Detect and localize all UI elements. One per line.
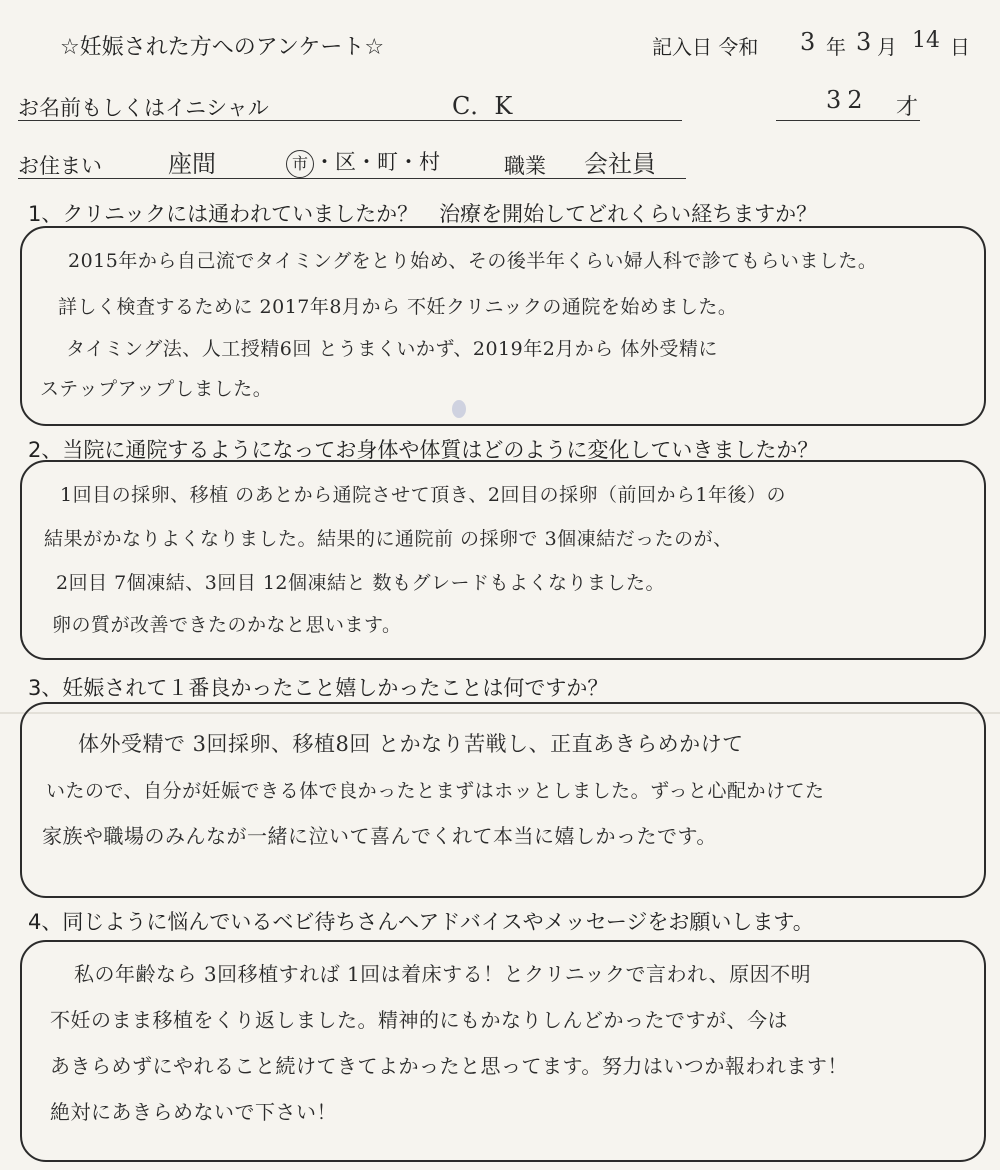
- answer-4-line-4: 絶対にあきらめないで下さい！: [50, 1100, 337, 1124]
- date-day: 14: [912, 28, 940, 53]
- address-label: お住まい: [18, 154, 102, 178]
- question-1: 1、クリニックには通われていましたか？ 治療を開始してどれくらい経ちますか？: [28, 202, 818, 226]
- answer-2-line-3: 2回目 7個凍結、3回目 12個凍結と 数もグレードもよくなりました。: [56, 572, 666, 594]
- question-2: 2、当院に通院するようになってお身体や体質はどのように変化していきましたか？: [28, 438, 819, 462]
- job-label: 職業: [504, 154, 546, 178]
- date-year-unit: 年: [826, 35, 846, 59]
- answer-3-line-2: いたので、自分が妊娠できる体で良かったとまずはホッとしました。ずっと心配かけてた: [46, 780, 825, 802]
- age-unit: 才: [896, 95, 919, 120]
- address-city: 座間: [168, 150, 216, 178]
- date-label: 記入日 令和: [652, 35, 759, 59]
- answer-3-line-1: 体外受精で 3回採卵、移植8回 とかなり苦戦し、正直あきらめかけて: [78, 732, 744, 756]
- answer-4-line-3: あきらめずにやれること続けてきてよかったと思ってます。努力はいつか報われます！: [50, 1054, 848, 1078]
- answer-3-line-3: 家族や職場のみんなが一緒に泣いて喜んでくれて本当に嬉しかったです。: [42, 824, 717, 848]
- job-value: 会社員: [584, 150, 656, 178]
- answer-1-line-4: ステップアップしました。: [40, 378, 273, 400]
- circled-city-option: 市: [286, 150, 314, 178]
- answer-1-line-1: 2015年から自己流でタイミングをとり始め、その後半年くらい婦人科で診てもらいました。: [68, 250, 878, 272]
- page-title: ☆妊娠された方へのアンケート☆: [60, 35, 385, 60]
- answer-4-line-1: 私の年齢なら 3回移植すれば 1回は着床する！とクリニックで言われ、原因不明: [74, 962, 812, 986]
- date-month-unit: 月: [877, 35, 897, 59]
- date-year: 3: [800, 28, 816, 56]
- answer-2-line-1: 1回目の採卵、移植 のあとから通院させて頂き、2回目の採卵（前回から1年後）の: [60, 484, 787, 506]
- date-day-unit: 日: [950, 35, 970, 59]
- answer-4-line-2: 不妊のまま移植をくり返しました。精神的にもかなりしんどかったですが、今は: [50, 1008, 788, 1032]
- question-3: 3、妊娠されて１番良かったこと嬉しかったことは何ですか？: [28, 676, 609, 700]
- answer-2-line-4: 卵の質が改善できたのかなと思います。: [52, 614, 402, 636]
- name-underline: [18, 120, 682, 121]
- address-options-rest: ・区・町・村: [314, 150, 440, 174]
- name-label: お名前もしくはイニシャル: [18, 96, 269, 120]
- answer-1-line-2: 詳しく検査するために 2017年8月から 不妊クリニックの通院を始めました。: [58, 296, 738, 318]
- answer-1-line-3: タイミング法、人工授精6回 とうまくいかず、2019年2月から 体外受精に: [66, 338, 718, 360]
- age-value: 32: [826, 86, 869, 114]
- question-4: 4、同じように悩んでいるベビ待ちさんへアドバイスやメッセージをお願いします。: [28, 910, 814, 934]
- name-value: C．K: [452, 92, 513, 120]
- ink-blot: [452, 400, 466, 418]
- answer-2-line-2: 結果がかなりよくなりました。結果的に通院前 の採卵で 3個凍結だったのが、: [44, 528, 733, 550]
- age-underline: [776, 120, 920, 121]
- address-underline: [18, 178, 686, 179]
- address-options: [286, 146, 440, 178]
- date-month: 3: [856, 28, 872, 56]
